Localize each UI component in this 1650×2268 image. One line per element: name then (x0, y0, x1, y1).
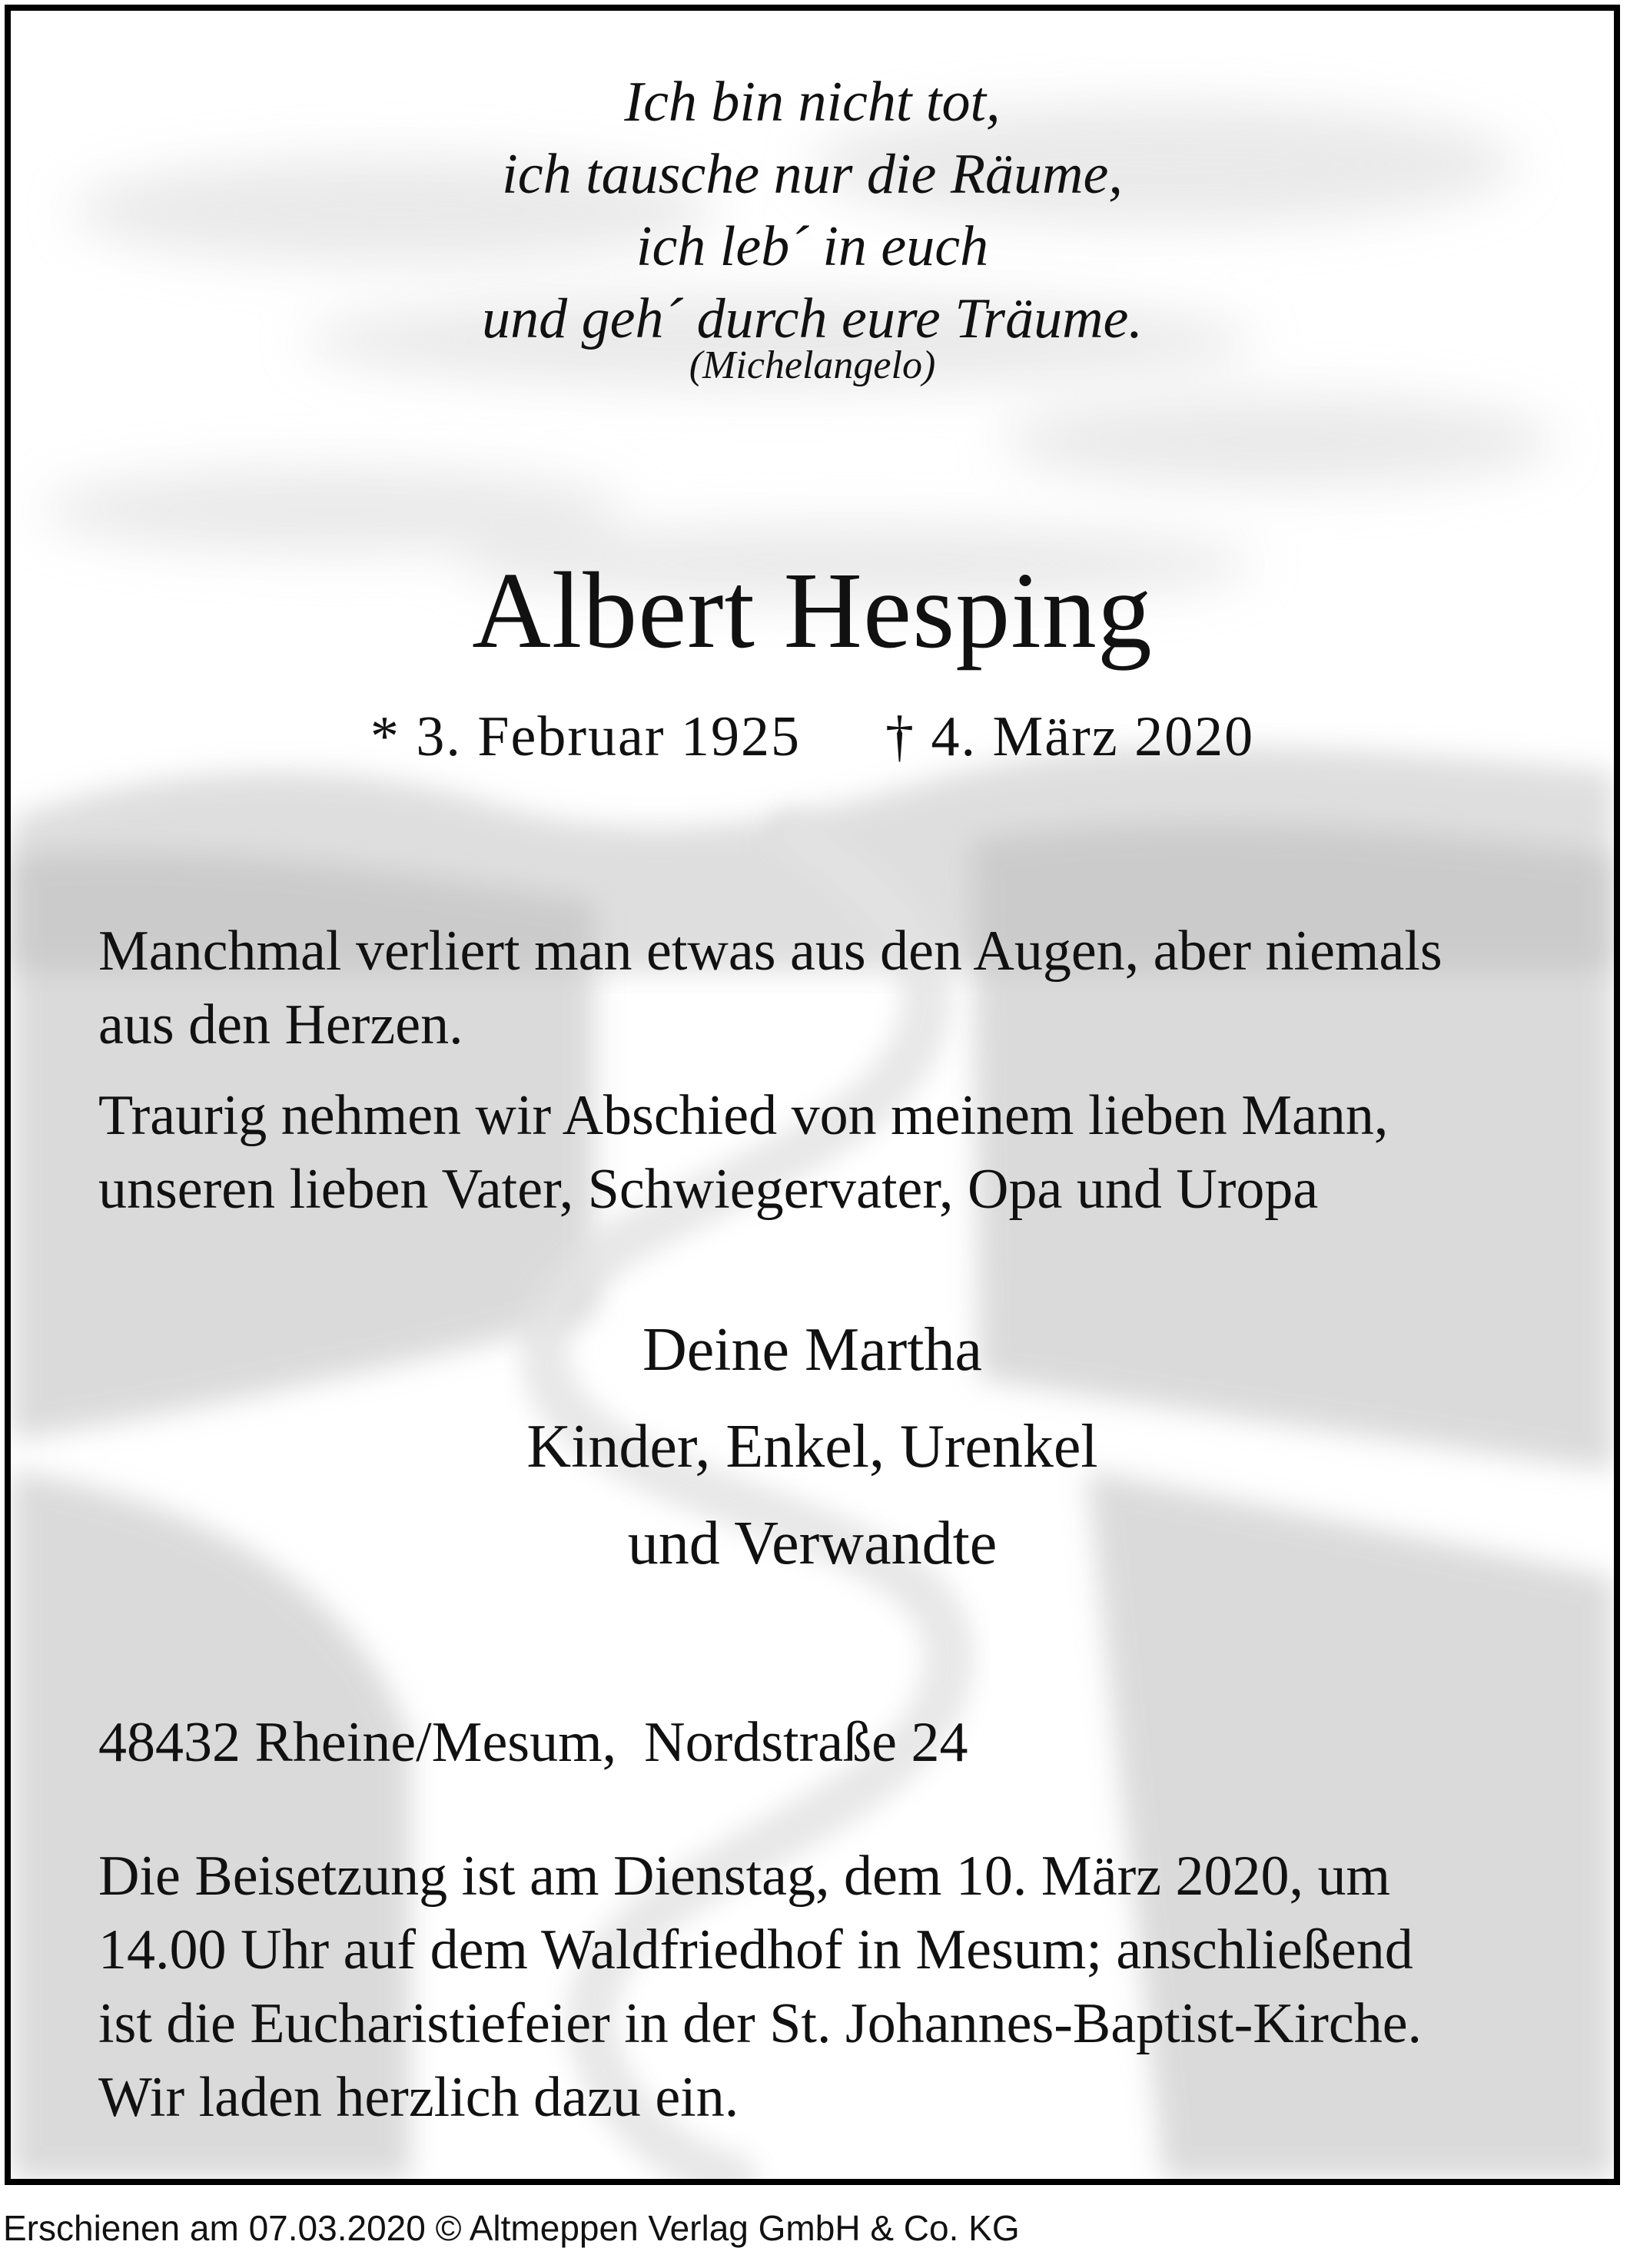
mourner-line: Kinder, Enkel, Urenkel (526, 1413, 1098, 1480)
farewell-text (98, 1079, 1559, 1226)
quote-line: und geh´ durch eure Träume. (482, 287, 1143, 350)
quote-line: ich tausche nur die Räume, (502, 143, 1123, 206)
text-line: Wir laden herzlich dazu ein. (98, 2066, 739, 2129)
text-line: Die Beisetzung ist am Dienstag, dem 10. März 2020, um (98, 1845, 1391, 1908)
quote (11, 66, 1614, 355)
birth-date: * 3. Februar 1925 (370, 705, 801, 768)
quote-attribution: (Michelangelo) (689, 343, 936, 387)
address (98, 1706, 968, 1779)
mourners (11, 1301, 1614, 1592)
obituary-frame (5, 5, 1620, 2185)
death-date: † 4. März 2020 (885, 705, 1255, 768)
quote-line: Ich bin nicht tot, (624, 71, 1001, 134)
mourner-line: und Verwandte (627, 1510, 998, 1577)
text-line: 14.00 Uhr auf dem Waldfriedhof in Mesum; anschließend (98, 1918, 1413, 1981)
life-dates (11, 702, 1614, 771)
text-line: unseren lieben Vater, Schwiegervater, Opa und Uropa (98, 1158, 1319, 1221)
address-street: Nordstraße 24 (644, 1711, 968, 1774)
text-line: Traurig nehmen wir Abschied von meinem lieben Mann, (98, 1084, 1389, 1147)
address-city: 48432 Rheine/Mesum, (98, 1711, 617, 1774)
text-line: ist die Eucharistiefeier in der St. Johannes-Baptist-Kirche. (98, 1992, 1423, 2055)
deceased-name: Albert Hesping (472, 549, 1153, 671)
funeral-notice (98, 1839, 1559, 2134)
text-line: aus den Herzen. (98, 993, 463, 1056)
publication-footer: Erschienen am 07.03.2020 © Altmeppen Verlag GmbH & Co. KG (3, 2208, 1020, 2248)
mourner-line: Deine Martha (642, 1316, 983, 1384)
memorial-text (98, 914, 1559, 1062)
text-line: Manchmal verliert man etwas aus den Augen, aber niemals (98, 920, 1443, 983)
quote-line: ich leb´ in euch (636, 215, 989, 278)
